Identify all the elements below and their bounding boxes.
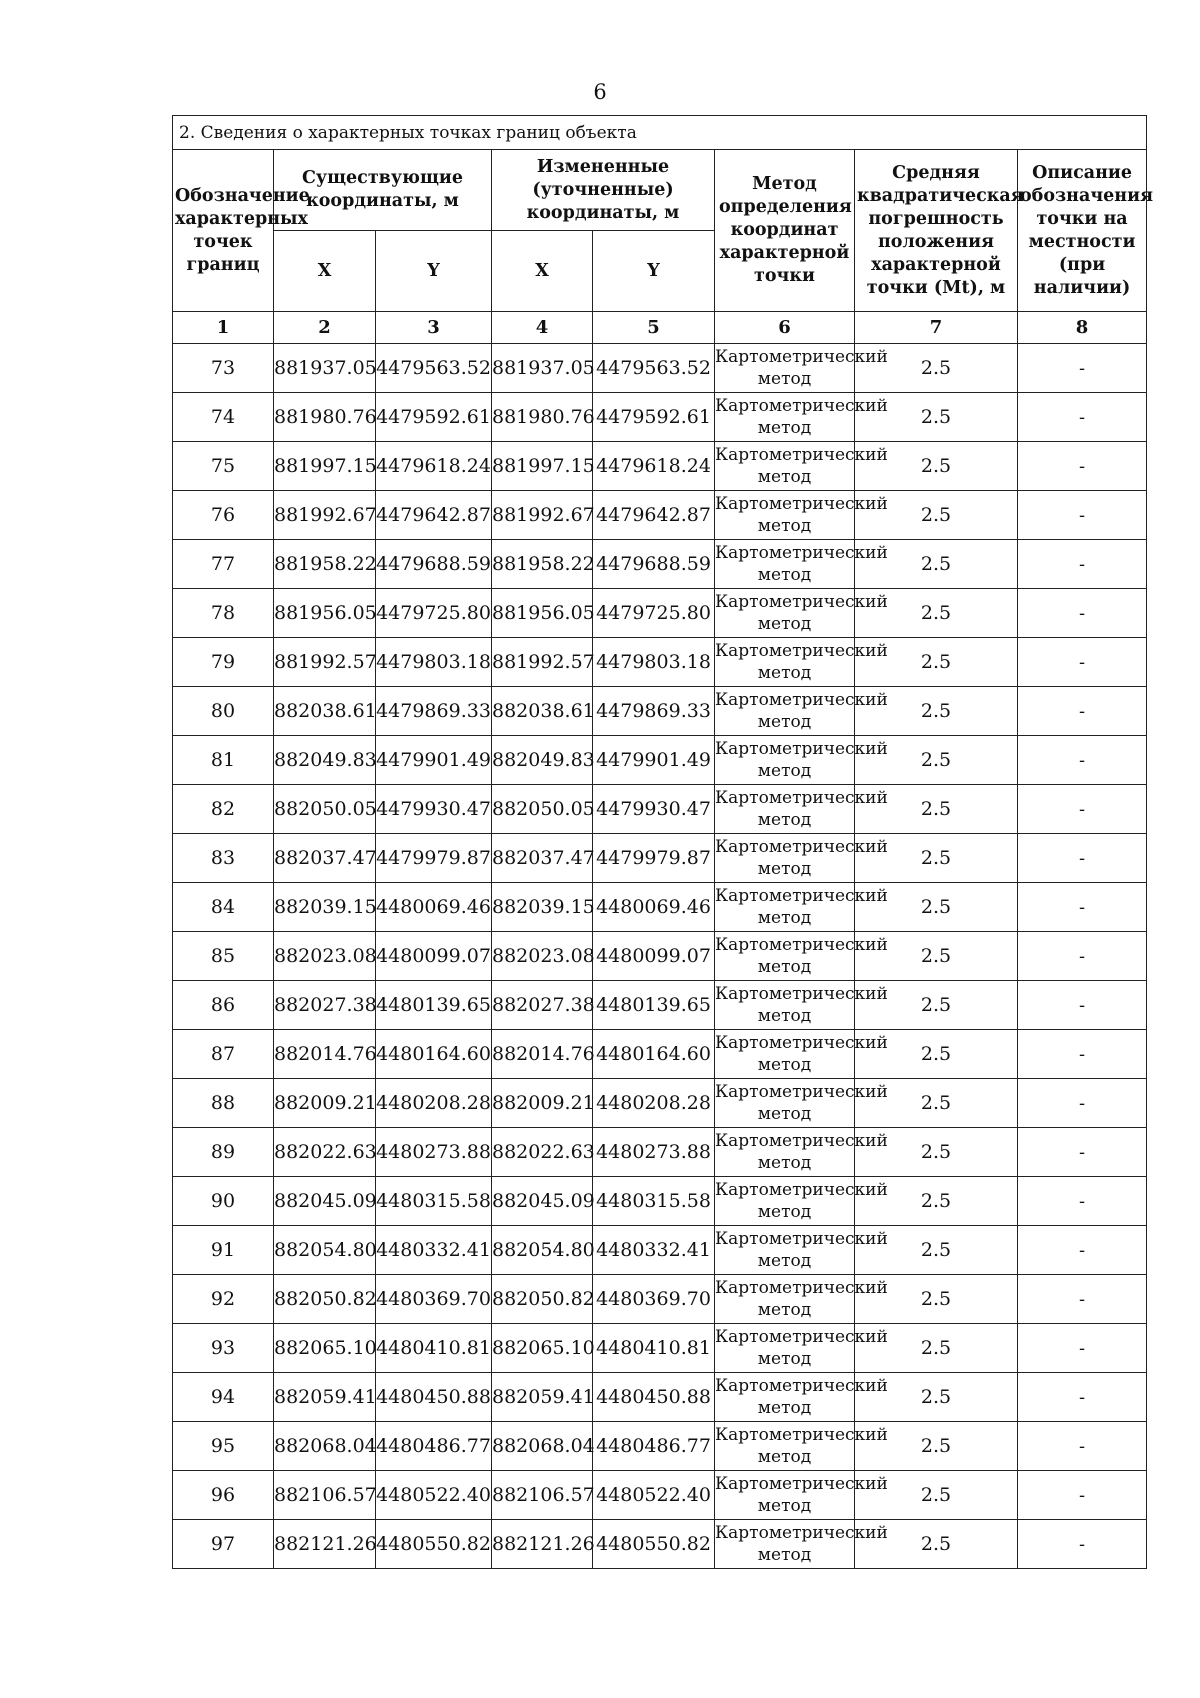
- existing-x-cell: 882106.57: [274, 1471, 376, 1520]
- existing-y-cell: 4480522.40: [376, 1471, 492, 1520]
- error-cell: 2.5: [855, 1226, 1018, 1275]
- point-number-cell: 81: [173, 736, 274, 785]
- point-number-cell: 76: [173, 491, 274, 540]
- method-cell: Картометрический метод: [715, 834, 855, 883]
- changed-y-cell: 4479725.80: [593, 589, 715, 638]
- changed-x-cell: 882022.63: [492, 1128, 593, 1177]
- changed-y-cell: 4479979.87: [593, 834, 715, 883]
- table-row: [173, 491, 1147, 540]
- existing-x-cell: 881992.57: [274, 638, 376, 687]
- description-cell: -: [1018, 1128, 1147, 1177]
- error-cell: 2.5: [855, 1422, 1018, 1471]
- description-cell: -: [1018, 932, 1147, 981]
- changed-y-cell: 4479930.47: [593, 785, 715, 834]
- table-row: [173, 442, 1147, 491]
- existing-y-cell: 4479930.47: [376, 785, 492, 834]
- changed-x-cell: 882121.26: [492, 1520, 593, 1569]
- method-cell: Картометрический метод: [715, 932, 855, 981]
- description-cell: -: [1018, 1177, 1147, 1226]
- point-number-cell: 77: [173, 540, 274, 589]
- method-cell: Картометрический метод: [715, 687, 855, 736]
- existing-y-cell: 4479592.61: [376, 393, 492, 442]
- table-row: [173, 1520, 1147, 1569]
- column-number: 5: [593, 312, 715, 344]
- description-cell: -: [1018, 785, 1147, 834]
- table-row: [173, 540, 1147, 589]
- changed-x-cell: 882037.47: [492, 834, 593, 883]
- changed-y-cell: 4480099.07: [593, 932, 715, 981]
- existing-x-cell: 881997.15: [274, 442, 376, 491]
- column-number: 6: [715, 312, 855, 344]
- method-cell: Картометрический метод: [715, 1079, 855, 1128]
- header-error: Средняя квадратическая погрешность положения характерной точки (Mt), м: [855, 150, 1018, 312]
- existing-y-cell: 4479725.80: [376, 589, 492, 638]
- error-cell: 2.5: [855, 1079, 1018, 1128]
- changed-x-cell: 882027.38: [492, 981, 593, 1030]
- method-cell: Картометрический метод: [715, 1471, 855, 1520]
- header-changed-coords: Измененные (уточненные) координаты, м: [492, 150, 715, 231]
- existing-y-cell: 4480273.88: [376, 1128, 492, 1177]
- changed-x-cell: 881980.76: [492, 393, 593, 442]
- changed-x-cell: 882023.08: [492, 932, 593, 981]
- error-cell: 2.5: [855, 393, 1018, 442]
- changed-y-cell: 4480550.82: [593, 1520, 715, 1569]
- table-row: [173, 1030, 1147, 1079]
- description-cell: -: [1018, 1226, 1147, 1275]
- existing-y-cell: 4480450.88: [376, 1373, 492, 1422]
- description-cell: -: [1018, 1520, 1147, 1569]
- method-cell: Картометрический метод: [715, 442, 855, 491]
- description-cell: -: [1018, 1471, 1147, 1520]
- existing-x-cell: 882022.63: [274, 1128, 376, 1177]
- existing-y-cell: 4480486.77: [376, 1422, 492, 1471]
- existing-y-cell: 4480410.81: [376, 1324, 492, 1373]
- table-row: [173, 1275, 1147, 1324]
- description-cell: -: [1018, 687, 1147, 736]
- method-cell: Картометрический метод: [715, 1128, 855, 1177]
- table-row: [173, 883, 1147, 932]
- existing-x-cell: 882050.05: [274, 785, 376, 834]
- method-cell: Картометрический метод: [715, 1226, 855, 1275]
- existing-y-cell: 4480332.41: [376, 1226, 492, 1275]
- method-cell: Картометрический метод: [715, 736, 855, 785]
- existing-y-cell: 4480208.28: [376, 1079, 492, 1128]
- existing-x-cell: 882014.76: [274, 1030, 376, 1079]
- changed-x-cell: 882045.09: [492, 1177, 593, 1226]
- description-cell: -: [1018, 491, 1147, 540]
- error-cell: 2.5: [855, 1030, 1018, 1079]
- changed-x-cell: 881956.05: [492, 589, 593, 638]
- method-cell: Картометрический метод: [715, 1324, 855, 1373]
- table-row: [173, 1324, 1147, 1373]
- column-numbers-row: [173, 312, 1147, 344]
- table-row: [173, 1079, 1147, 1128]
- changed-x-cell: 881992.57: [492, 638, 593, 687]
- table-caption: 2. Сведения о характерных точках границ объекта: [173, 116, 1147, 150]
- method-cell: Картометрический метод: [715, 883, 855, 932]
- existing-x-cell: 881980.76: [274, 393, 376, 442]
- method-cell: Картометрический метод: [715, 344, 855, 393]
- error-cell: 2.5: [855, 785, 1018, 834]
- header-y-existing: Y: [376, 231, 492, 312]
- error-cell: 2.5: [855, 687, 1018, 736]
- method-cell: Картометрический метод: [715, 491, 855, 540]
- description-cell: -: [1018, 1324, 1147, 1373]
- header-method: Метод определения координат характерной точки: [715, 150, 855, 312]
- method-cell: Картометрический метод: [715, 1177, 855, 1226]
- changed-x-cell: 882009.21: [492, 1079, 593, 1128]
- table-row: [173, 1226, 1147, 1275]
- description-cell: -: [1018, 344, 1147, 393]
- changed-x-cell: 882065.10: [492, 1324, 593, 1373]
- changed-y-cell: 4480410.81: [593, 1324, 715, 1373]
- error-cell: 2.5: [855, 883, 1018, 932]
- column-number: 8: [1018, 312, 1147, 344]
- changed-x-cell: 882038.61: [492, 687, 593, 736]
- changed-y-cell: 4480273.88: [593, 1128, 715, 1177]
- changed-x-cell: 882050.82: [492, 1275, 593, 1324]
- point-number-cell: 88: [173, 1079, 274, 1128]
- point-number-cell: 79: [173, 638, 274, 687]
- description-cell: -: [1018, 1275, 1147, 1324]
- changed-y-cell: 4480450.88: [593, 1373, 715, 1422]
- description-cell: -: [1018, 1373, 1147, 1422]
- description-cell: -: [1018, 883, 1147, 932]
- existing-x-cell: 882050.82: [274, 1275, 376, 1324]
- header-y-changed: Y: [593, 231, 715, 312]
- point-number-cell: 97: [173, 1520, 274, 1569]
- point-number-cell: 84: [173, 883, 274, 932]
- method-cell: Картометрический метод: [715, 589, 855, 638]
- changed-y-cell: 4479618.24: [593, 442, 715, 491]
- error-cell: 2.5: [855, 491, 1018, 540]
- point-number-cell: 86: [173, 981, 274, 1030]
- column-number: 7: [855, 312, 1018, 344]
- changed-y-cell: 4479563.52: [593, 344, 715, 393]
- table-row: [173, 1471, 1147, 1520]
- error-cell: 2.5: [855, 932, 1018, 981]
- description-cell: -: [1018, 540, 1147, 589]
- changed-y-cell: 4480069.46: [593, 883, 715, 932]
- existing-y-cell: 4479803.18: [376, 638, 492, 687]
- existing-y-cell: 4479869.33: [376, 687, 492, 736]
- point-number-cell: 82: [173, 785, 274, 834]
- changed-y-cell: 4480332.41: [593, 1226, 715, 1275]
- point-number-cell: 96: [173, 1471, 274, 1520]
- description-cell: -: [1018, 393, 1147, 442]
- method-cell: Картометрический метод: [715, 638, 855, 687]
- error-cell: 2.5: [855, 1520, 1018, 1569]
- table-row: [173, 785, 1147, 834]
- changed-y-cell: 4480522.40: [593, 1471, 715, 1520]
- changed-y-cell: 4480139.65: [593, 981, 715, 1030]
- table-row: [173, 834, 1147, 883]
- existing-x-cell: 882059.41: [274, 1373, 376, 1422]
- existing-x-cell: 882045.09: [274, 1177, 376, 1226]
- table-row: [173, 1128, 1147, 1177]
- description-cell: -: [1018, 589, 1147, 638]
- existing-y-cell: 4479618.24: [376, 442, 492, 491]
- column-number: 2: [274, 312, 376, 344]
- existing-y-cell: 4480315.58: [376, 1177, 492, 1226]
- point-number-cell: 83: [173, 834, 274, 883]
- method-cell: Картометрический метод: [715, 1030, 855, 1079]
- method-cell: Картометрический метод: [715, 540, 855, 589]
- changed-y-cell: 4479869.33: [593, 687, 715, 736]
- changed-y-cell: 4479901.49: [593, 736, 715, 785]
- method-cell: Картометрический метод: [715, 981, 855, 1030]
- error-cell: 2.5: [855, 540, 1018, 589]
- header-point-designation: Обозначение характерных точек границ: [173, 150, 274, 312]
- column-number: 4: [492, 312, 593, 344]
- boundary-points-table: [172, 115, 1153, 1569]
- error-cell: 2.5: [855, 834, 1018, 883]
- changed-x-cell: 882106.57: [492, 1471, 593, 1520]
- changed-y-cell: 4480315.58: [593, 1177, 715, 1226]
- existing-y-cell: 4479688.59: [376, 540, 492, 589]
- existing-y-cell: 4480550.82: [376, 1520, 492, 1569]
- error-cell: 2.5: [855, 638, 1018, 687]
- method-cell: Картометрический метод: [715, 1373, 855, 1422]
- table-row: [173, 1373, 1147, 1422]
- existing-x-cell: 882027.38: [274, 981, 376, 1030]
- table-row: [173, 687, 1147, 736]
- header-row-1: [173, 150, 1147, 231]
- error-cell: 2.5: [855, 442, 1018, 491]
- column-number: 1: [173, 312, 274, 344]
- changed-y-cell: 4480486.77: [593, 1422, 715, 1471]
- existing-x-cell: 882037.47: [274, 834, 376, 883]
- description-cell: -: [1018, 1030, 1147, 1079]
- table-row: [173, 1177, 1147, 1226]
- changed-y-cell: 4479688.59: [593, 540, 715, 589]
- table-row: [173, 344, 1147, 393]
- point-number-cell: 95: [173, 1422, 274, 1471]
- method-cell: Картометрический метод: [715, 1520, 855, 1569]
- existing-y-cell: 4480164.60: [376, 1030, 492, 1079]
- description-cell: -: [1018, 834, 1147, 883]
- point-number-cell: 91: [173, 1226, 274, 1275]
- table-row: [173, 736, 1147, 785]
- header-existing-coords: Существующие координаты, м: [274, 150, 492, 231]
- existing-x-cell: 882054.80: [274, 1226, 376, 1275]
- point-number-cell: 75: [173, 442, 274, 491]
- header-x-changed: X: [492, 231, 593, 312]
- existing-y-cell: 4479563.52: [376, 344, 492, 393]
- existing-x-cell: 882009.21: [274, 1079, 376, 1128]
- changed-x-cell: 882014.76: [492, 1030, 593, 1079]
- changed-y-cell: 4480208.28: [593, 1079, 715, 1128]
- error-cell: 2.5: [855, 589, 1018, 638]
- changed-x-cell: 882059.41: [492, 1373, 593, 1422]
- description-cell: -: [1018, 981, 1147, 1030]
- point-number-cell: 87: [173, 1030, 274, 1079]
- changed-x-cell: 881992.67: [492, 491, 593, 540]
- table-row: [173, 393, 1147, 442]
- existing-y-cell: 4479979.87: [376, 834, 492, 883]
- changed-x-cell: 882054.80: [492, 1226, 593, 1275]
- changed-y-cell: 4479803.18: [593, 638, 715, 687]
- changed-x-cell: 881937.05: [492, 344, 593, 393]
- table-row: [173, 638, 1147, 687]
- existing-y-cell: 4480069.46: [376, 883, 492, 932]
- existing-x-cell: 882049.83: [274, 736, 376, 785]
- method-cell: Картометрический метод: [715, 1422, 855, 1471]
- description-cell: -: [1018, 638, 1147, 687]
- existing-y-cell: 4480139.65: [376, 981, 492, 1030]
- changed-x-cell: 881997.15: [492, 442, 593, 491]
- error-cell: 2.5: [855, 344, 1018, 393]
- error-cell: 2.5: [855, 1471, 1018, 1520]
- point-number-cell: 93: [173, 1324, 274, 1373]
- point-number-cell: 90: [173, 1177, 274, 1226]
- error-cell: 2.5: [855, 736, 1018, 785]
- existing-y-cell: 4479642.87: [376, 491, 492, 540]
- table-row: [173, 981, 1147, 1030]
- changed-x-cell: 882068.04: [492, 1422, 593, 1471]
- point-number-cell: 89: [173, 1128, 274, 1177]
- table-row: [173, 589, 1147, 638]
- page-number: 6: [593, 80, 607, 104]
- changed-x-cell: 882050.05: [492, 785, 593, 834]
- existing-x-cell: 882068.04: [274, 1422, 376, 1471]
- existing-x-cell: 881937.05: [274, 344, 376, 393]
- error-cell: 2.5: [855, 1128, 1018, 1177]
- point-number-cell: 94: [173, 1373, 274, 1422]
- existing-x-cell: 881956.05: [274, 589, 376, 638]
- changed-y-cell: 4480164.60: [593, 1030, 715, 1079]
- existing-x-cell: 882065.10: [274, 1324, 376, 1373]
- header-description: Описание обозначения точки на местности (при наличии): [1018, 150, 1147, 312]
- column-number: 3: [376, 312, 492, 344]
- point-number-cell: 80: [173, 687, 274, 736]
- description-cell: -: [1018, 1079, 1147, 1128]
- existing-x-cell: 882023.08: [274, 932, 376, 981]
- existing-y-cell: 4480369.70: [376, 1275, 492, 1324]
- header-x-existing: X: [274, 231, 376, 312]
- changed-x-cell: 882049.83: [492, 736, 593, 785]
- point-number-cell: 85: [173, 932, 274, 981]
- existing-x-cell: 881992.67: [274, 491, 376, 540]
- method-cell: Картометрический метод: [715, 785, 855, 834]
- changed-x-cell: 881958.22: [492, 540, 593, 589]
- table-caption-row: [173, 116, 1147, 150]
- table-row: [173, 932, 1147, 981]
- error-cell: 2.5: [855, 1373, 1018, 1422]
- changed-y-cell: 4479592.61: [593, 393, 715, 442]
- existing-x-cell: 882121.26: [274, 1520, 376, 1569]
- existing-x-cell: 881958.22: [274, 540, 376, 589]
- point-number-cell: 73: [173, 344, 274, 393]
- changed-x-cell: 882039.15: [492, 883, 593, 932]
- changed-y-cell: 4479642.87: [593, 491, 715, 540]
- changed-y-cell: 4480369.70: [593, 1275, 715, 1324]
- existing-x-cell: 882039.15: [274, 883, 376, 932]
- existing-y-cell: 4479901.49: [376, 736, 492, 785]
- error-cell: 2.5: [855, 1324, 1018, 1373]
- error-cell: 2.5: [855, 981, 1018, 1030]
- existing-x-cell: 882038.61: [274, 687, 376, 736]
- point-number-cell: 78: [173, 589, 274, 638]
- description-cell: -: [1018, 736, 1147, 785]
- method-cell: Картометрический метод: [715, 393, 855, 442]
- method-cell: Картометрический метод: [715, 1275, 855, 1324]
- error-cell: 2.5: [855, 1177, 1018, 1226]
- description-cell: -: [1018, 442, 1147, 491]
- point-number-cell: 92: [173, 1275, 274, 1324]
- table-row: [173, 1422, 1147, 1471]
- description-cell: -: [1018, 1422, 1147, 1471]
- existing-y-cell: 4480099.07: [376, 932, 492, 981]
- point-number-cell: 74: [173, 393, 274, 442]
- error-cell: 2.5: [855, 1275, 1018, 1324]
